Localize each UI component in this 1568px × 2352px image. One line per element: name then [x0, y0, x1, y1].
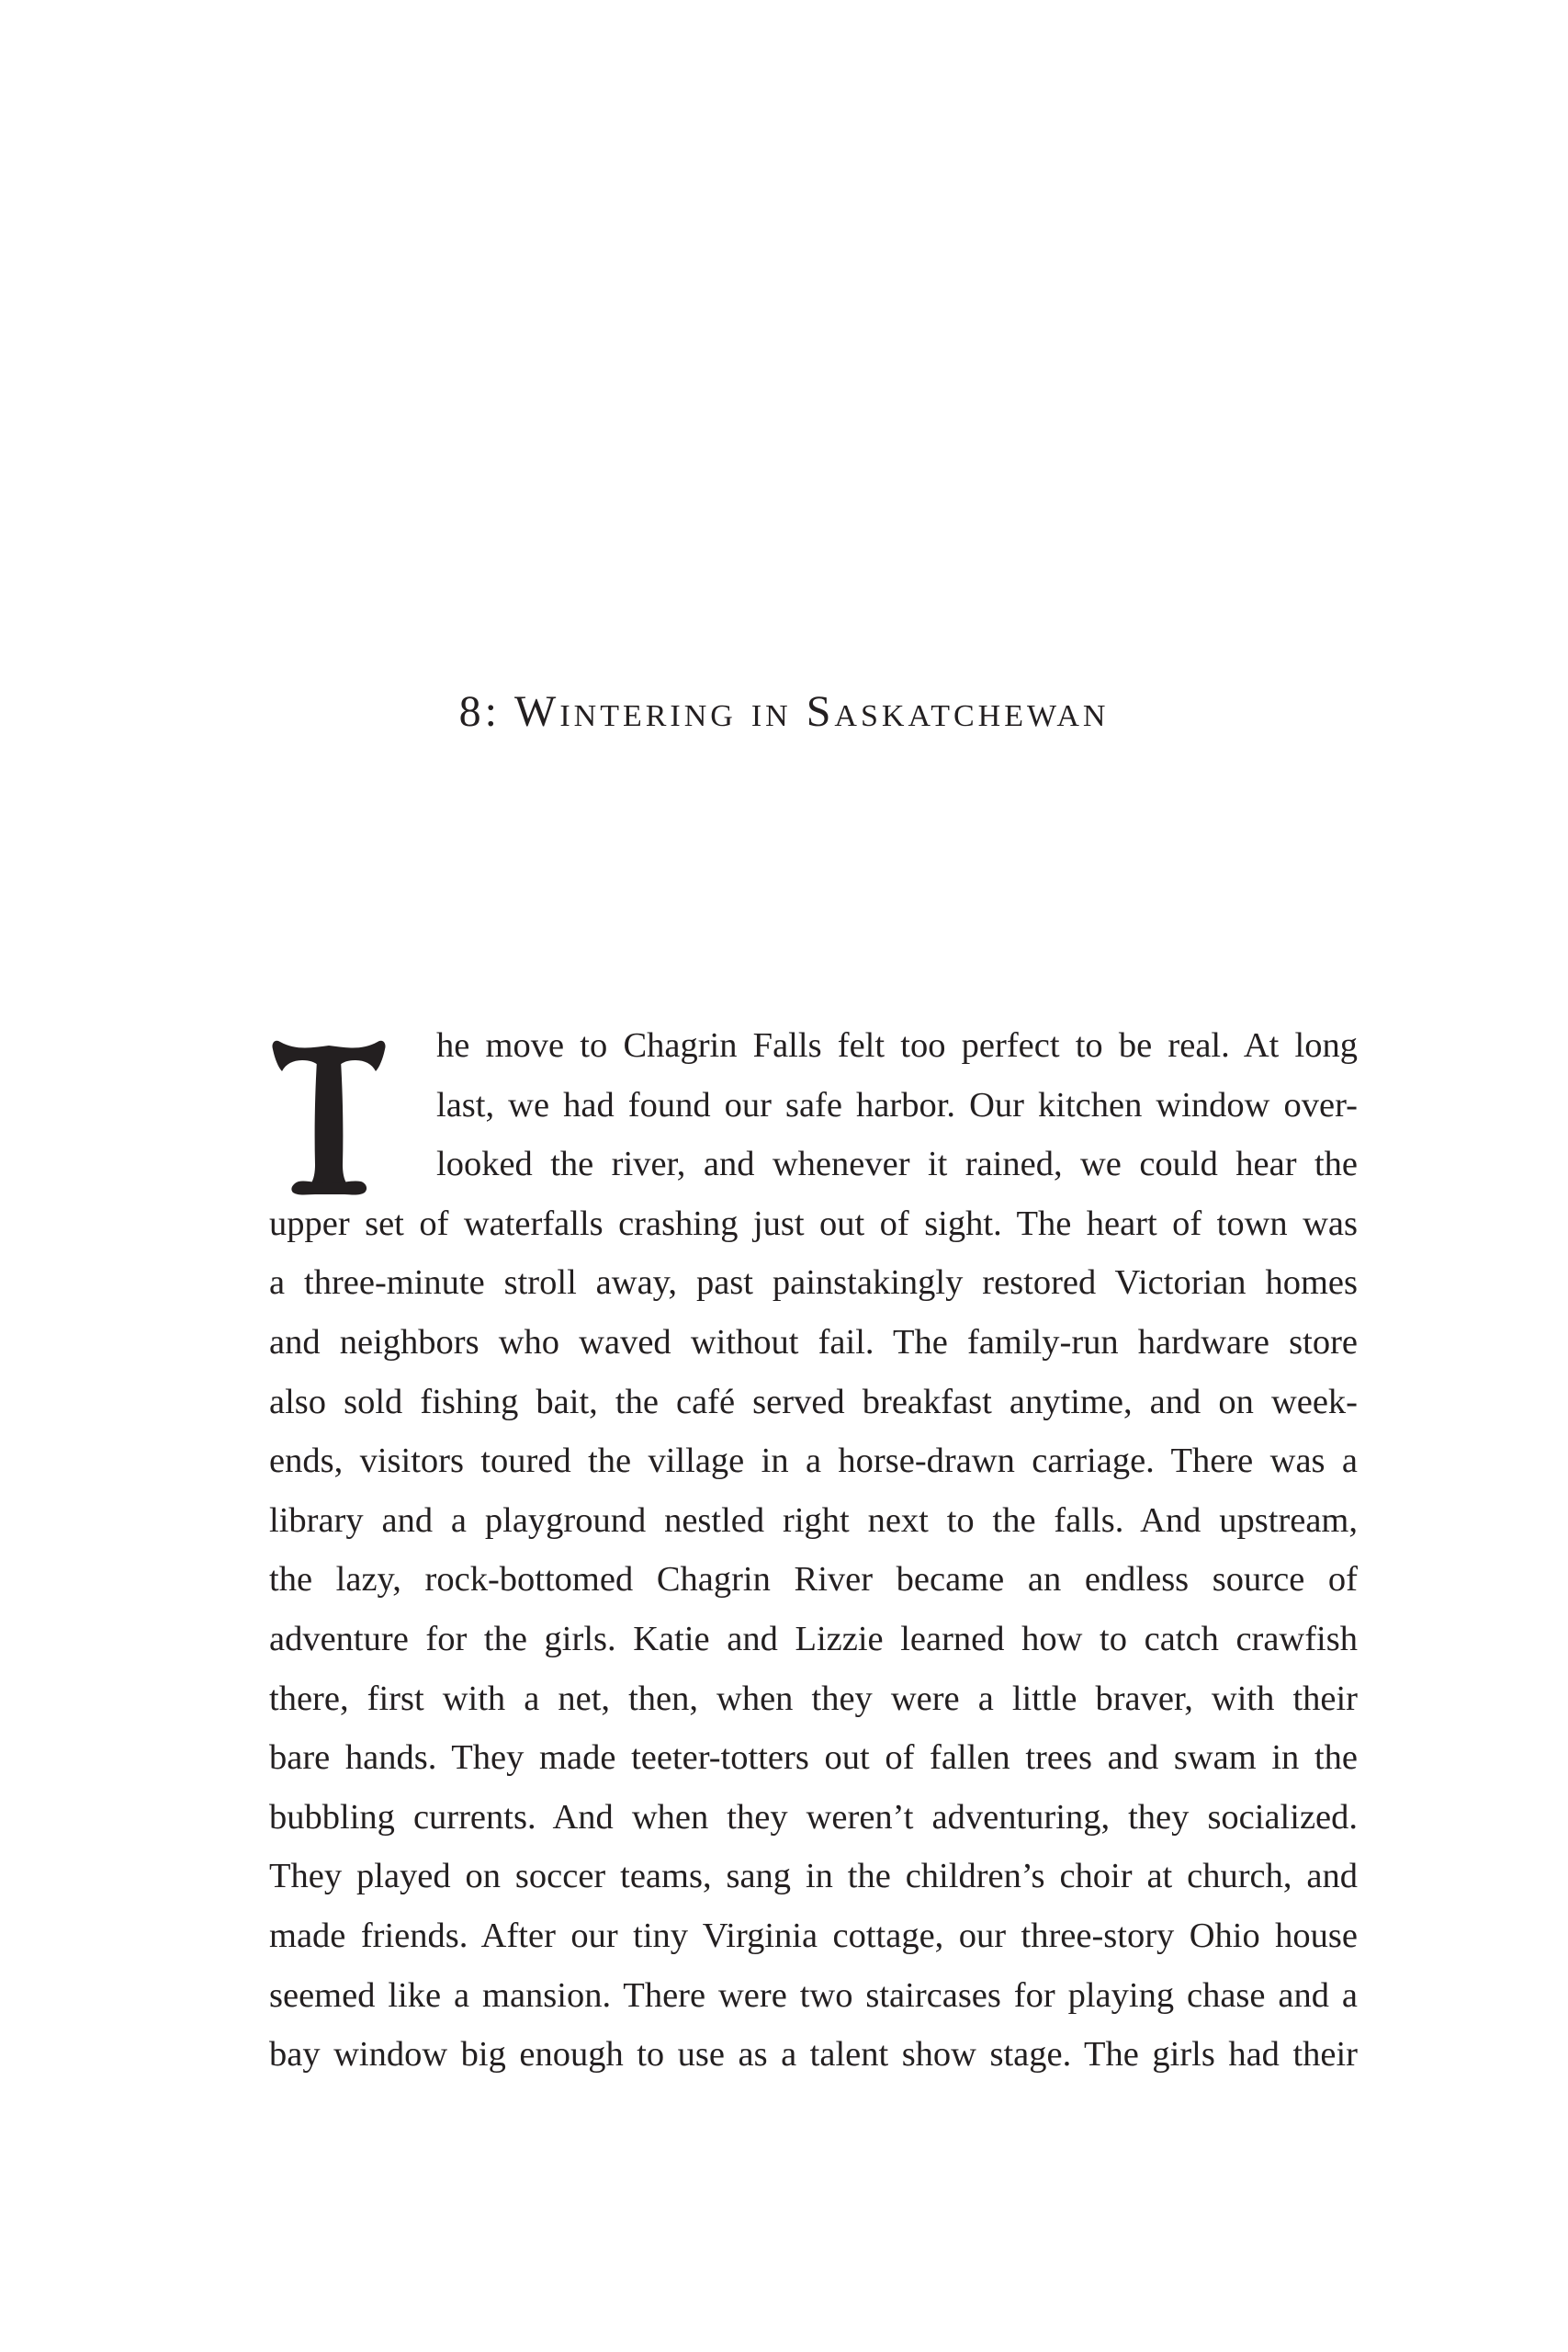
text-line: also sold fishing bait, the café served breakfast anytime, and on week- — [269, 1382, 1358, 1421]
text-line: the lazy, rock-bottomed Chagrin River became an endless source of — [269, 1560, 1358, 1600]
text-line: ends, visitors toured the village in a horse-drawn carriage. There was a — [269, 1442, 1358, 1481]
text-line: and neighbors who waved without fail. The family-run hardware store — [269, 1322, 1358, 1362]
text-line: library and a playground nestled right next to the falls. And upstream, — [269, 1500, 1358, 1540]
text-line: looked the river, and whenever it rained, we could hear the — [436, 1145, 1358, 1184]
body-text — [269, 1016, 1358, 2085]
text-line: there, first with a net, then, when they were a little braver, with their — [269, 1679, 1358, 1718]
text-line: upper set of waterfalls crashing just out of sight. The heart of town was — [269, 1204, 1358, 1243]
text-line: They played on soccer teams, sang in the children’s choir at church, and — [269, 1857, 1358, 1896]
text-line: last, we had found our safe harbor. Our kitchen window over- — [436, 1085, 1358, 1125]
chapter-title: 8: Wintering in Saskatchewan — [458, 687, 1110, 736]
text-line: bare hands. They made teeter-totters out of fallen trees and swam in the — [269, 1738, 1358, 1778]
drop-cap-letter-t — [269, 1036, 389, 1202]
text-line: a three-minute stroll away, past painstakingly restored Victorian homes — [269, 1263, 1358, 1303]
text-line: made friends. After our tiny Virginia cottage, our three-story Ohio house — [269, 1916, 1358, 1955]
text-line: adventure for the girls. Katie and Lizzie learned how to catch crawfish — [269, 1619, 1358, 1658]
text-line: he move to Chagrin Falls felt too perfect to be real. At long — [436, 1026, 1358, 1065]
text-line: bay window big enough to use as a talent show stage. The girls had their — [269, 2035, 1358, 2075]
text-line: bubbling currents. And when they weren’t adventuring, they socialized. — [269, 1797, 1358, 1837]
text-line: seemed like a mansion. There were two staircases for playing chase and a — [269, 1975, 1358, 2015]
